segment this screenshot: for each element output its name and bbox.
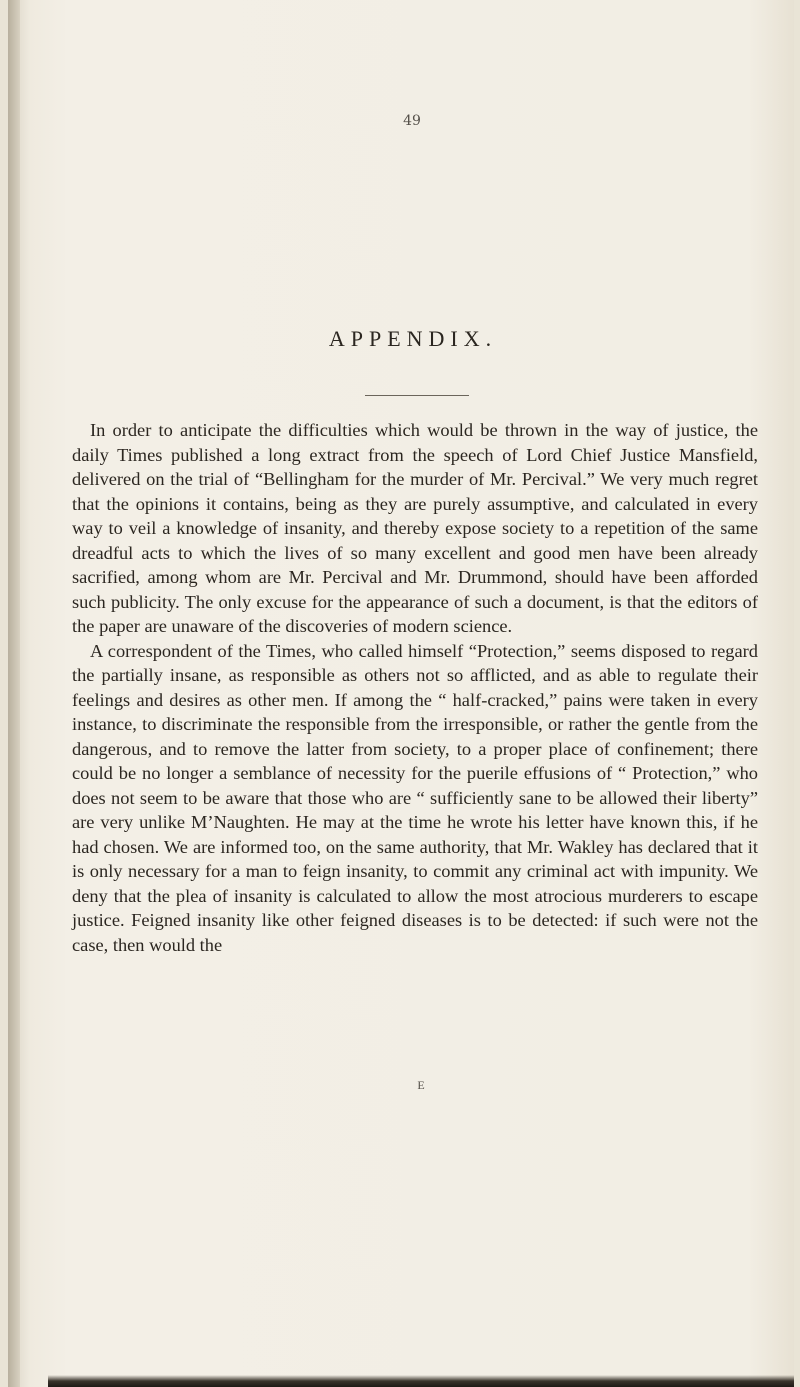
page-bottom-edge: [48, 1375, 794, 1387]
section-heading: APPENDIX.: [328, 326, 498, 351]
body-text: [72, 418, 758, 957]
book-page: [8, 0, 794, 1387]
paragraph-1: In order to anticipate the difficulties which would be thrown in the way of justice, the daily Times published a long extract from the speech of Lord Chief Justice Mansfield, delivered on the trial of “Bellingham for the murder of Mr. Percival.” We very much regret that the opinions it contains, being as they are purely assumptive, and calculated in every way to veil a knowledge of insanity, and thereby expose society to a repetition of the same dreadful acts to which the lives of so many excellent and good men have been already sacrified, among whom are Mr. Percival and Mr. Drummond, should have been afforded such publicity. The only excuse for the appearance of such a document, is that the editors of the paper are unaware of the discoveries of modern science.: [72, 420, 758, 636]
book-spine-shadow: [8, 0, 20, 1387]
paragraph-2: A correspondent of the Times, who called himself “Protection,” seems disposed to regard the partially insane, as responsible as others not so afflicted, and as able to regulate their feelings and desires as other men. If among the “ half-cracked,” pains were taken in every instance, to discriminate the responsible from the irresponsible, or rather the gentle from the dangerous, and to remove the latter from society, to a proper place of confinement; there could be no longer a semblance of necessity for the puerile effusions of “ Protection,” who does not seem to be aware that those who are “ sufficiently sane to be allowed their liberty” are very unlike M’Naughten. He may at the time he wrote his letter have known this, if he had chosen. We are informed too, on the same authority, that Mr. Wakley has declared that it is only necessary for a man to feign insanity, to commit any criminal act with impunity. We deny that the plea of insanity is calculated to allow the most atrocious murderers to escape justice. Feigned insanity like other feigned diseases is to be detected: if such were not the case, then would the: [72, 640, 758, 955]
heading-rule: [365, 395, 469, 396]
page-number: 49: [403, 113, 421, 129]
signature-mark: E: [417, 1078, 425, 1092]
